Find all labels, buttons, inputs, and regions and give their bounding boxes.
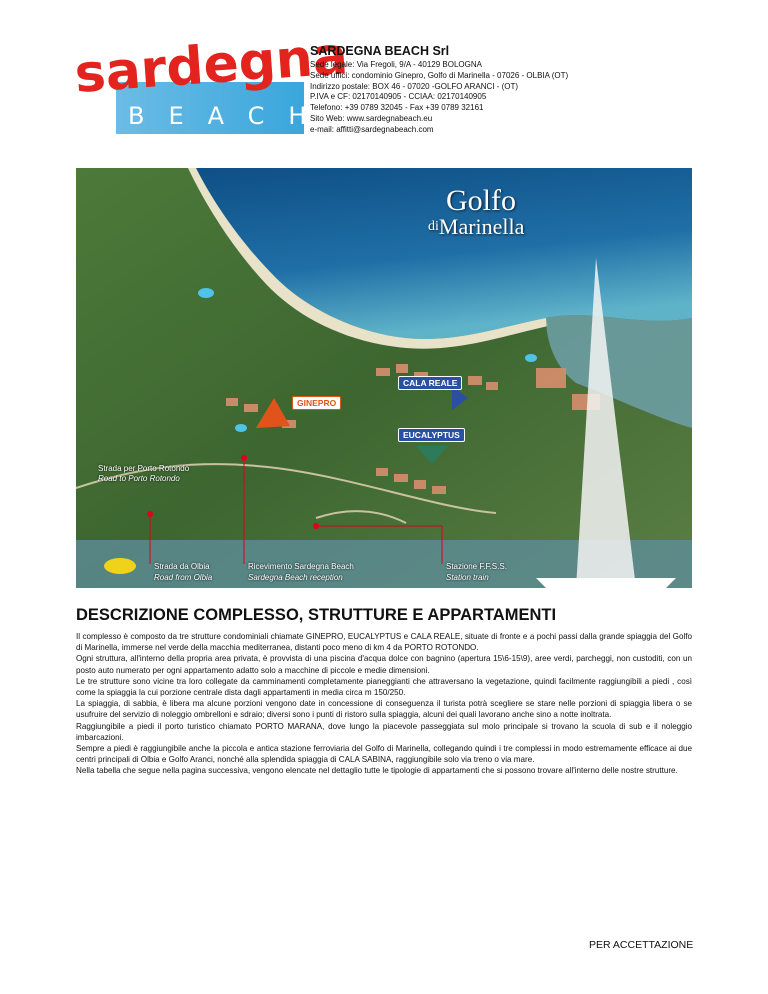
acceptance-label: PER ACCETTAZIONE [589, 939, 694, 951]
map-title-di: di [428, 219, 439, 234]
description-paragraph: Raggiungibile a piedi il porto turistico chiamato PORTO MARANA, dove lungo la piacevole passeggiata sul molo principale si trovano la scuola di sub e il noleggio imbarcazioni. [76, 721, 692, 742]
legend-train-station [446, 562, 507, 583]
legend-train-station-it: Stazione F.F.S.S. [446, 562, 507, 571]
description-paragraph: Sempre a piedi è raggiungibile anche la piccola e antica stazione ferroviaria del Golfo di Marinella, collegando quindi i tre complessi in modo estremamente efficace ai due centri principali di Olbia e Golfo Aranci, nonché alla splendida spiaggia di CALA SABINA, raggiungibile solo via treno o via mare. [76, 744, 692, 765]
aerial-map [76, 168, 692, 588]
pool-3 [525, 354, 537, 362]
description-body [76, 631, 692, 777]
logo-script: sardegna [72, 26, 350, 105]
legend-reception-en: Sardegna Beach reception [248, 572, 343, 582]
section-title: DESCRIZIONE COMPLESSO, STRUTTURE E APPARTAMENTI [76, 606, 557, 624]
road-porto-rotondo-it: Strada per Porto Rotondo [98, 464, 190, 473]
label-ginepro: GINEPRO [292, 396, 341, 410]
legend-reception-it: Ricevimento Sardegna Beach [248, 562, 354, 571]
company-address-postal: Indirizzo postale: BOX 46 - 07020 -GOLFO ARANCI - (OT) [310, 81, 519, 91]
map-title-golfo: Golfo [446, 184, 516, 217]
legend-reception [248, 562, 354, 583]
company-info [310, 44, 730, 136]
map-legend [76, 540, 692, 588]
company-address-legal: Sede legale: Via Fregoli, 9/A - 40129 BOLOGNA [310, 60, 482, 69]
company-website[interactable]: Sito Web: www.sardegnabeach.eu [310, 113, 433, 123]
map-title-marinella: Marinella [438, 214, 525, 239]
description-paragraph: Le tre strutture sono vicine tra loro collegate da camminamenti completamente pianeggianti che attraversano la vegetazione, quindi facilmente raggiungibili a piedi , così come la spiaggia la cui porzione centrale dista dagli appartamenti in media circa m 150/250. [76, 676, 692, 698]
company-phone: Telefono: +39 0789 32045 - Fax +39 0789 32161 [310, 103, 484, 113]
company-email[interactable]: e-mail: affitti@sardegnabeach.com [310, 124, 434, 134]
company-name: SARDEGNA BEACH Srl [310, 44, 450, 58]
legend-train-station-en: Station train [446, 572, 489, 582]
label-eucalyptus: EUCALYPTUS [398, 428, 465, 442]
company-vat: P.IVA e CF: 02170140905 - CCIAA: 02170140905 [310, 92, 487, 102]
description-paragraph: Il complesso è composto da tre strutture condominiali chiamate GINEPRO, EUCALYPTUS e CALA REALE, situate di fronte e a pochi passi dalla grande spiaggia del Golfo di Marinella, immerse nel verde della macchia mediterranea, distanti poco meno di km 4 da PORTO ROTONDO. [76, 632, 692, 653]
label-cala-reale: CALA REALE [398, 376, 462, 390]
sardegna-beach-logo [72, 26, 350, 134]
description-paragraph: Ogni struttura, all'interno della propria area privata, è provvista di una piscina d'acqua dolce con bagnino (apertura 15\6-15\9), aree verdi, parcheggi, non custoditi, con un posto auto numerato per ogni appartamento adatto solo a macchine di piccole e medie dimensioni. [76, 654, 692, 675]
description-paragraph: La spiaggia, di sabbia, è libera ma alcune porzioni vengono date in concessione di conseguenza il turista potrà scegliere se stare nelle porzioni di spiaggia libera o se usufruire del servizio di noleggio ombrelloni e sdraio; diversi sono i punti di ristoro sulla spiaggia, alcuni dei quali lavorano anche sino a notte inoltrata. [76, 699, 692, 720]
pool-1 [198, 288, 214, 298]
pool-2 [235, 424, 247, 432]
description-paragraph: Nella tabella che segue nella pagina successiva, vengono elencate nel dettaglio tutte le tipologie di appartamenti che si possono trovare all'interno delle nostre strutture. [76, 766, 678, 776]
road-porto-rotondo-label [98, 464, 189, 484]
map-title [428, 186, 524, 238]
road-porto-rotondo-en: Road to Porto Rotondo [98, 474, 180, 483]
legend-road-from-olbia [154, 562, 212, 583]
legend-road-from-olbia-en: Road from Olbia [154, 572, 213, 582]
legend-road-from-olbia-it: Strada da Olbia [154, 562, 210, 571]
company-address-office: Sede uffici: condominio Ginepro, Golfo di Marinella - 07026 - OLBIA (OT) [310, 70, 569, 80]
logo-beach: BEACH [128, 102, 331, 130]
